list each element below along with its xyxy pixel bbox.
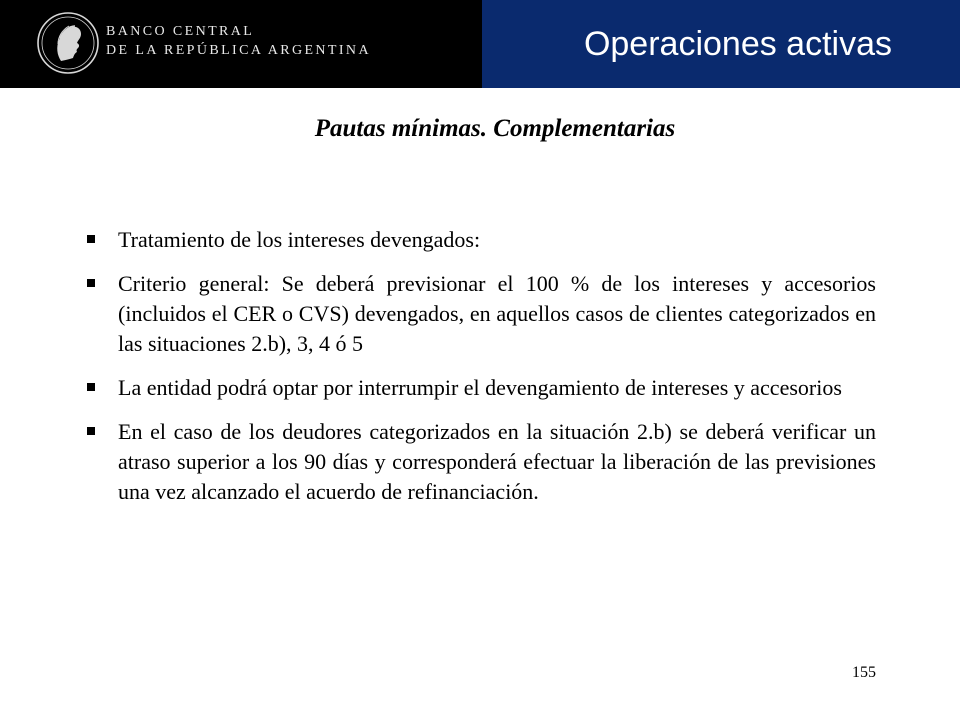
bcra-seal-icon — [36, 11, 100, 75]
square-bullet-icon — [87, 383, 95, 391]
bullet-item — [84, 417, 876, 507]
bullet-list — [84, 225, 876, 521]
header-left-band — [0, 0, 482, 88]
section-title: Operaciones activas — [583, 25, 892, 63]
bullet-text: Criterio general: Se deberá previsionar el 100 % de los intereses y accesorios (incluidos el CER o CVS) devengados, en aquellos casos de clientes categorizados en las situaciones 2.b), 3, 4 ó 5 — [118, 271, 876, 356]
bullet-text: Tratamiento de los intereses devengados: — [118, 227, 481, 252]
bank-name-line2: DE LA REPÚBLICA ARGENTINA — [106, 43, 371, 58]
bullet-item — [84, 269, 876, 359]
bullet-item — [84, 373, 876, 403]
bullet-text: En el caso de los deudores categorizados en la situación 2.b) se deberá verificar un atraso superior a los 90 días y corresponderá efectuar la liberación de las previsiones una vez alcanzado el acuerdo de refinanciación. — [118, 419, 876, 504]
bullet-text: La entidad podrá optar por interrumpir el devengamiento de intereses y accesorios — [118, 375, 842, 400]
square-bullet-icon — [87, 235, 95, 243]
square-bullet-icon — [87, 279, 95, 287]
bank-name — [106, 22, 371, 60]
page-number: 155 — [852, 664, 876, 681]
slide-header — [0, 0, 960, 88]
slide-title: Pautas mínimas. Complementarias — [314, 115, 676, 142]
square-bullet-icon — [87, 427, 95, 435]
bullet-item — [84, 225, 876, 255]
bank-name-line1: BANCO CENTRAL — [106, 24, 255, 39]
